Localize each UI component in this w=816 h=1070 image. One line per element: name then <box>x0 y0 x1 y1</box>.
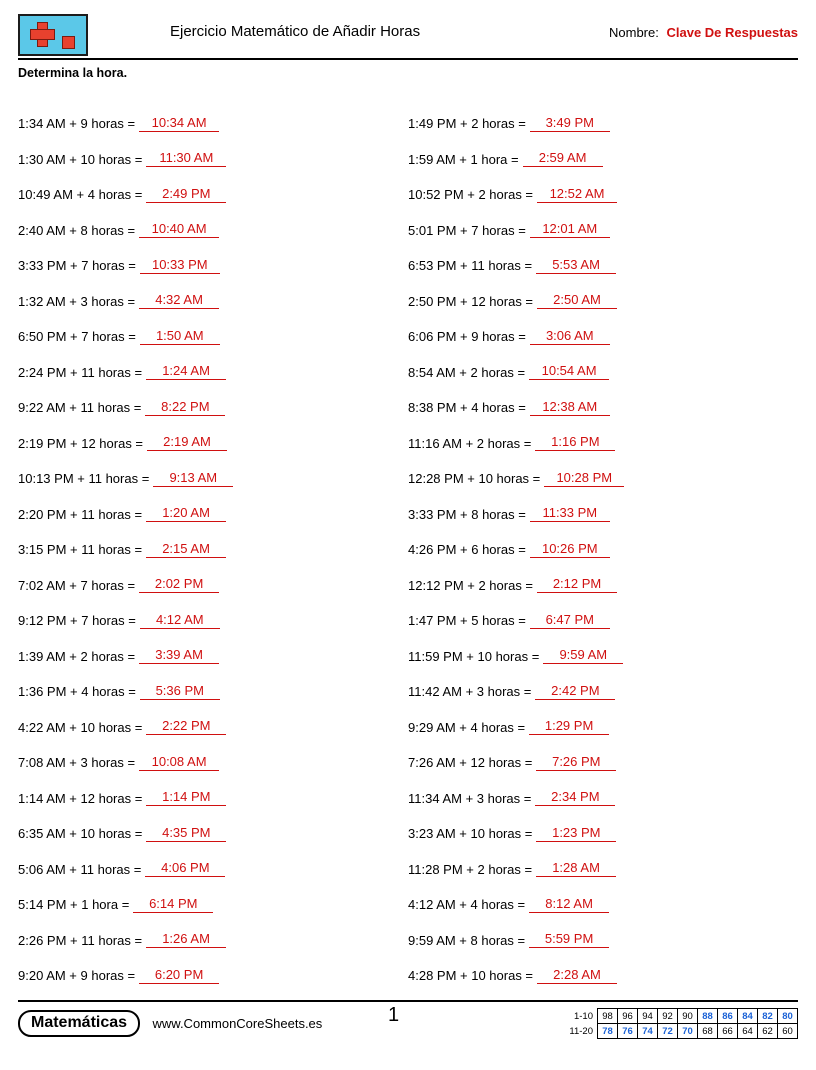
problem-answer: 3:39 AM <box>139 648 219 664</box>
problem-question: 4:26 PM + 6 horas = <box>408 542 526 558</box>
problem-row <box>408 852 798 888</box>
problem-answer: 3:49 PM <box>530 116 610 132</box>
problem-row <box>18 284 408 320</box>
problem-row <box>408 390 798 426</box>
problem-question: 9:22 AM + 11 horas = <box>18 400 142 416</box>
problem-question: 11:28 PM + 2 horas = <box>408 861 533 877</box>
problem-row <box>408 213 798 249</box>
problem-answer: 10:40 AM <box>139 222 219 238</box>
key-cell: 82 <box>758 1009 778 1024</box>
problem-row <box>18 852 408 888</box>
problem-answer: 3:06 AM <box>530 329 610 345</box>
problem-answer: 10:34 AM <box>139 116 219 132</box>
key-cell: 96 <box>618 1009 638 1024</box>
problem-row <box>18 745 408 781</box>
problem-question: 2:20 PM + 11 horas = <box>18 506 143 522</box>
problem-question: 4:12 AM + 4 horas = <box>408 897 526 913</box>
problem-row <box>18 710 408 746</box>
key-cell: 80 <box>778 1009 798 1024</box>
problem-row <box>18 532 408 568</box>
problem-question: 6:35 AM + 10 horas = <box>18 826 143 842</box>
answer-key-table <box>561 1008 798 1039</box>
table-row <box>561 1024 798 1039</box>
problem-question: 2:40 AM + 8 horas = <box>18 222 136 238</box>
problem-answer: 1:26 AM <box>146 932 226 948</box>
problem-question: 9:12 PM + 7 horas = <box>18 613 136 629</box>
key-cell: 98 <box>598 1009 618 1024</box>
problem-question: 9:20 AM + 9 horas = <box>18 968 136 984</box>
problem-answer: 10:33 PM <box>140 258 220 274</box>
key-row-label: 1-10 <box>573 1010 593 1022</box>
problem-question: 11:16 AM + 2 horas = <box>408 435 532 451</box>
problem-question: 1:30 AM + 10 horas = <box>18 151 143 167</box>
key-cell: 86 <box>718 1009 738 1024</box>
problem-answer: 10:54 AM <box>529 364 609 380</box>
problem-answer: 5:59 PM <box>529 932 609 948</box>
problem-question: 6:50 PM + 7 horas = <box>18 329 136 345</box>
problem-question: 5:01 PM + 7 horas = <box>408 222 526 238</box>
problems-column-left <box>18 106 408 994</box>
key-cell: 64 <box>738 1024 758 1039</box>
worksheet-page <box>0 14 816 1070</box>
problem-row <box>18 887 408 923</box>
problem-row <box>408 745 798 781</box>
name-value: Clave De Respuestas <box>666 25 798 40</box>
problem-question: 1:47 PM + 5 horas = <box>408 613 526 629</box>
problem-answer: 9:13 AM <box>153 471 233 487</box>
problems-area <box>18 106 798 994</box>
problem-question: 1:39 AM + 2 horas = <box>18 648 136 664</box>
problem-row <box>18 248 408 284</box>
problem-question: 1:14 AM + 12 horas = <box>18 790 143 806</box>
problem-row <box>18 923 408 959</box>
problem-row <box>408 284 798 320</box>
problem-question: 11:34 AM + 3 horas = <box>408 790 532 806</box>
problem-answer: 2:19 AM <box>147 435 227 451</box>
worksheet-footer <box>18 1000 798 1070</box>
problem-question: 6:53 PM + 11 horas = <box>408 258 533 274</box>
problem-question: 11:42 AM + 3 horas = <box>408 684 532 700</box>
problem-question: 7:08 AM + 3 horas = <box>18 755 136 771</box>
problem-answer: 4:35 PM <box>146 826 226 842</box>
problem-row <box>18 355 408 391</box>
problem-question: 10:13 PM + 11 horas = <box>18 471 150 487</box>
problem-question: 5:14 PM + 1 hora = <box>18 897 130 913</box>
problem-question: 4:22 AM + 10 horas = <box>18 719 143 735</box>
problem-question: 9:59 AM + 8 horas = <box>408 932 526 948</box>
problem-answer: 2:50 AM <box>537 293 617 309</box>
problem-row <box>408 106 798 142</box>
problem-row <box>408 497 798 533</box>
problem-question: 2:19 PM + 12 horas = <box>18 435 144 451</box>
key-cell: 72 <box>658 1024 678 1039</box>
problem-answer: 1:23 PM <box>536 826 616 842</box>
problem-row <box>408 461 798 497</box>
problem-question: 1:36 PM + 4 horas = <box>18 684 136 700</box>
problem-question: 12:12 PM + 2 horas = <box>408 577 534 593</box>
problem-row <box>408 142 798 178</box>
problem-answer: 2:49 PM <box>146 187 226 203</box>
problem-answer: 1:50 AM <box>140 329 220 345</box>
problem-question: 1:32 AM + 3 horas = <box>18 293 136 309</box>
problem-question: 10:49 AM + 4 horas = <box>18 187 143 203</box>
problem-question: 7:02 AM + 7 horas = <box>18 577 136 593</box>
problem-question: 2:50 PM + 12 horas = <box>408 293 534 309</box>
worksheet-header <box>18 14 798 60</box>
problem-answer: 1:16 PM <box>535 435 615 451</box>
name-label: Nombre: <box>609 25 659 40</box>
key-cell: 94 <box>638 1009 658 1024</box>
problem-answer: 10:08 AM <box>139 755 219 771</box>
key-cell: 92 <box>658 1009 678 1024</box>
key-cell: 78 <box>598 1024 618 1039</box>
problem-row <box>18 497 408 533</box>
problem-answer: 2:28 AM <box>537 968 617 984</box>
problem-answer: 12:38 AM <box>530 400 610 416</box>
problem-answer: 4:12 AM <box>140 613 220 629</box>
page-number: 1 <box>388 1004 400 1026</box>
problem-row <box>408 177 798 213</box>
problem-answer: 6:20 PM <box>139 968 219 984</box>
problem-answer: 8:22 PM <box>145 400 225 416</box>
problem-question: 10:52 PM + 2 horas = <box>408 187 534 203</box>
problem-row <box>18 390 408 426</box>
problem-question: 6:06 PM + 9 horas = <box>408 329 526 345</box>
problem-answer: 7:26 PM <box>536 755 616 771</box>
problem-row <box>408 248 798 284</box>
problem-row <box>18 426 408 462</box>
key-cell: 60 <box>778 1024 798 1039</box>
problem-answer: 2:34 PM <box>535 790 615 806</box>
problem-answer: 1:20 AM <box>146 506 226 522</box>
problem-question: 1:49 PM + 2 horas = <box>408 116 526 132</box>
problem-row <box>18 639 408 675</box>
problem-question: 4:28 PM + 10 horas = <box>408 968 534 984</box>
key-row-label: 11-20 <box>569 1025 593 1037</box>
key-cell: 84 <box>738 1009 758 1024</box>
problem-question: 1:34 AM + 9 horas = <box>18 116 136 132</box>
problem-question: 3:15 PM + 11 horas = <box>18 542 143 558</box>
problem-row <box>408 710 798 746</box>
table-row <box>561 1009 798 1024</box>
key-cell: 62 <box>758 1024 778 1039</box>
problem-answer: 4:06 PM <box>145 861 225 877</box>
website-url: www.CommonCoreSheets.es <box>152 1016 323 1031</box>
problem-answer: 2:59 AM <box>523 151 603 167</box>
problem-question: 8:38 PM + 4 horas = <box>408 400 526 416</box>
problem-answer: 2:15 AM <box>146 542 226 558</box>
problem-question: 2:26 PM + 11 horas = <box>18 932 143 948</box>
problem-row <box>18 674 408 710</box>
problem-answer: 6:14 PM <box>133 897 213 913</box>
problem-row <box>408 355 798 391</box>
name-field-group <box>609 25 798 40</box>
problem-question: 1:59 AM + 1 hora = <box>408 151 519 167</box>
problem-answer: 11:30 AM <box>146 151 226 167</box>
brand-badge: Matemáticas <box>18 1010 140 1037</box>
problem-row <box>18 319 408 355</box>
logo-square <box>62 36 75 49</box>
problem-row <box>408 816 798 852</box>
problem-question: 3:33 PM + 8 horas = <box>408 506 526 522</box>
problem-row <box>18 461 408 497</box>
problem-answer: 4:32 AM <box>139 293 219 309</box>
problem-answer: 1:24 AM <box>146 364 226 380</box>
problem-row <box>18 213 408 249</box>
problem-answer: 2:22 PM <box>146 719 226 735</box>
problem-question: 5:06 AM + 11 horas = <box>18 861 142 877</box>
problem-row <box>408 674 798 710</box>
problem-answer: 8:12 AM <box>529 897 609 913</box>
problem-row <box>18 106 408 142</box>
problem-answer: 12:52 AM <box>537 187 617 203</box>
problem-answer: 12:01 AM <box>530 222 610 238</box>
problem-question: 12:28 PM + 10 horas = <box>408 471 541 487</box>
problem-row <box>408 781 798 817</box>
logo-cross-horizontal <box>30 29 55 40</box>
problem-answer: 5:36 PM <box>140 684 220 700</box>
problem-answer: 2:02 PM <box>139 577 219 593</box>
problem-question: 3:23 AM + 10 horas = <box>408 826 533 842</box>
problem-answer: 9:59 AM <box>543 648 623 664</box>
problem-row <box>18 177 408 213</box>
problem-answer: 1:14 PM <box>146 790 226 806</box>
instruction-text: Determina la hora. <box>18 66 128 80</box>
common-core-sheets-logo <box>18 14 88 56</box>
key-cell: 76 <box>618 1024 638 1039</box>
problem-question: 9:29 AM + 4 horas = <box>408 719 526 735</box>
problem-row <box>18 603 408 639</box>
problem-question: 2:24 PM + 11 horas = <box>18 364 143 380</box>
page-title: Ejercicio Matemático de Añadir Horas <box>170 23 421 40</box>
problems-column-right <box>408 106 798 994</box>
problem-answer: 11:33 PM <box>530 506 610 522</box>
problem-answer: 10:26 PM <box>530 542 610 558</box>
problem-answer: 1:29 PM <box>529 719 609 735</box>
problem-row <box>18 816 408 852</box>
key-cell: 90 <box>678 1009 698 1024</box>
problem-answer: 10:28 PM <box>544 471 624 487</box>
problem-row <box>408 568 798 604</box>
key-cell: 68 <box>698 1024 718 1039</box>
problem-answer: 5:53 AM <box>536 258 616 274</box>
problem-answer: 2:12 PM <box>537 577 617 593</box>
problem-row <box>18 568 408 604</box>
problem-answer: 1:28 AM <box>536 861 616 877</box>
problem-row <box>408 603 798 639</box>
problem-row <box>18 781 408 817</box>
problem-question: 3:33 PM + 7 horas = <box>18 258 136 274</box>
problem-answer: 6:47 PM <box>530 613 610 629</box>
problem-question: 11:59 PM + 10 horas = <box>408 648 540 664</box>
problem-row <box>18 142 408 178</box>
key-cell: 74 <box>638 1024 658 1039</box>
problem-answer: 2:42 PM <box>535 684 615 700</box>
key-cell: 88 <box>698 1009 718 1024</box>
problem-row <box>408 958 798 994</box>
key-cell: 70 <box>678 1024 698 1039</box>
problem-row <box>408 319 798 355</box>
problem-question: 8:54 AM + 2 horas = <box>408 364 526 380</box>
problem-question: 7:26 AM + 12 horas = <box>408 755 533 771</box>
problem-row <box>408 426 798 462</box>
problem-row <box>408 532 798 568</box>
problem-row <box>408 639 798 675</box>
problem-row <box>408 923 798 959</box>
key-cell: 66 <box>718 1024 738 1039</box>
problem-row <box>408 887 798 923</box>
problem-row <box>18 958 408 994</box>
